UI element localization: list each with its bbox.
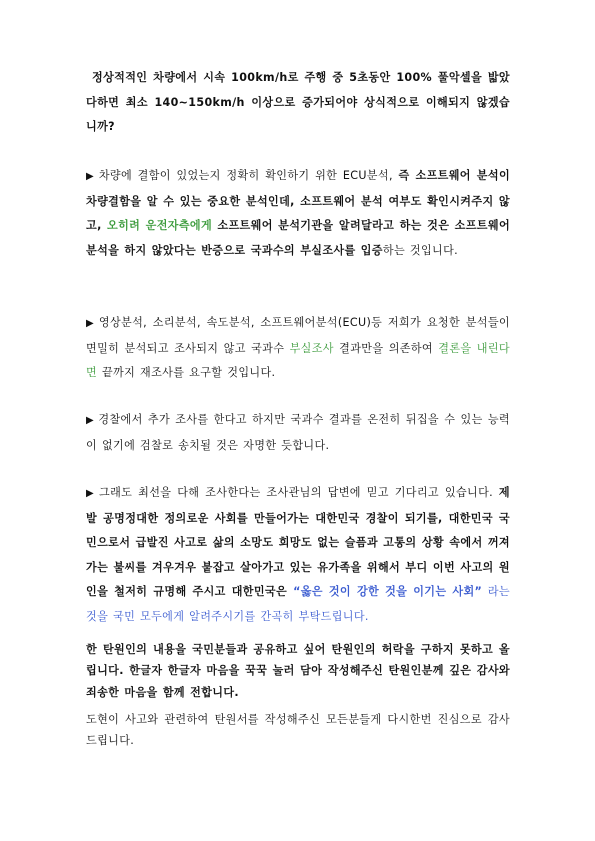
question-paragraph xyxy=(86,66,510,140)
ecu-text-2: 즉 소프트웨어 분석이 차량결함을 알 수 있는 중요한 분석인데, 소프트웨어 분석 여부도 확인시켜주지 않고, xyxy=(86,169,511,233)
ecu-text-4: 소프트웨어 분석기관을 알려달라고 하는 것은 소프트웨어 분석을 하지 않았다는 반증으로 국과수의 부실조사를 입증 xyxy=(86,219,511,257)
plea-text-1: 그래도 최선을 다해 조사한다는 조사관님의 답변에 믿고 기다리고 있습니다. xyxy=(99,486,499,499)
thanks-text: 도현이 사고와 관련하여 탄원서를 작성해주신 모든분들게 다시한번 진심으로 감사드립니다. xyxy=(86,713,510,748)
ecu-text-1: 차량에 결함이 있었는지 정확히 확인하기 위한 ECU분석, xyxy=(98,169,399,182)
bullet-arrow-icon: ▶ xyxy=(86,415,95,426)
plea-paragraph xyxy=(86,481,510,630)
analysis-highlight-poor-investigation: 부실조사 xyxy=(289,341,334,355)
police-paragraph xyxy=(86,408,510,458)
bullet-arrow-icon: ▶ xyxy=(86,488,96,499)
question-text: 정상적적인 차량에서 시속 100km/h로 주행 중 5초동안 100% 풀악셀을 밟았다하면 최소 140~150km/h 이상으로 증가되어야 상식적으로 이해되지 않겠습니까? xyxy=(86,71,510,134)
ecu-analysis-paragraph xyxy=(86,164,510,263)
ecu-highlight-driver: 오히려 운전자측에게 xyxy=(107,219,213,233)
analysis-highlight-conclusion: 결론을 내린다면 xyxy=(86,341,510,380)
analysis-request-paragraph xyxy=(86,311,510,386)
plea-highlight-quote: “옳은 것이 강한 것을 이기는 사회” xyxy=(293,585,483,599)
analysis-text-1: 영상분석, 소리분석, 속도분석, 소프트웨어분석(ECU)등 저희가 요청한 분석들이 면밀히 분석되고 조사되지 않고 국과수 xyxy=(86,316,510,355)
bullet-arrow-icon: ▶ xyxy=(86,318,95,329)
analysis-text-3: 결과만을 의존하여 xyxy=(333,341,439,355)
share-notice-paragraph xyxy=(86,639,510,703)
bullet-arrow-icon: ▶ xyxy=(86,171,95,182)
thanks-paragraph xyxy=(86,709,510,752)
plea-text-4: 라는 것을 국민 모두에게 알려주시기를 간곡히 부탁드립니다. xyxy=(86,585,510,623)
ecu-text-5: 하는 것입니다. xyxy=(382,243,459,257)
plea-text-2: 제발 공명정대한 정의로운 사회를 만들어가는 대한민국 경찰이 되기를, 대한민국 국민으로서 급발진 사고로 삶의 소망도 희망도 없는 슬픔과 고통의 상황 속에서 꺼져가는 불씨를 겨우겨우 붙잡고 살아가고 있는 유가족을 위해서 부디 이번 사고의 원인을 철저히 규명해 주시고 대한민국은 xyxy=(86,486,510,599)
police-text: 경찰에서 추가 조사를 한다고 하지만 국과수 결과를 온전히 뒤집을 수 있는 능력이 없기에 검찰로 송치될 것은 자명한 듯합니다. xyxy=(86,413,510,452)
share-notice-text: 한 탄원인의 내용을 국민분들과 공유하고 싶어 탄원인의 허락을 구하지 못하고 올립니다. 한글자 한글자 마음을 꾹꾹 눌러 담아 작성해주신 탄원인분께 깊은 감사와 죄송한 마음을 함께 전합니다. xyxy=(86,643,510,699)
analysis-text-5: 끝까지 재조사를 요구할 것입니다. xyxy=(97,366,276,380)
